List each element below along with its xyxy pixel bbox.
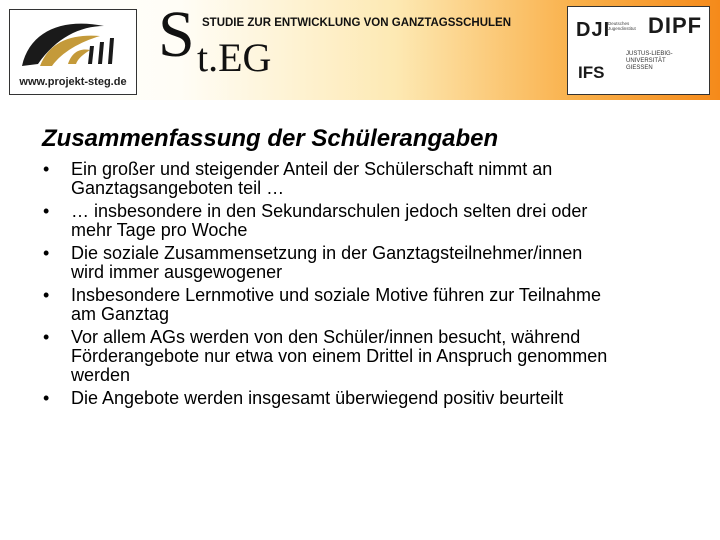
bullet-line: Ganztagsangeboten teil … [71,178,285,198]
steg-wordmark-rest: t.EG [197,35,272,80]
bullet-dot: • [43,327,50,347]
bullet-line: Insbesondere Lernmotive und soziale Motive führen zur Teilnahme [71,285,601,305]
partner-logos [567,6,710,95]
ifs-logo: IFS [578,63,605,82]
bullet-dot: • [43,159,50,179]
bullet-item [0,202,671,240]
study-title: STUDIE ZUR ENTWICKLUNG VON GANZTAGSSCHULEN [202,17,512,29]
bullet-list [0,160,720,412]
bullet-item [0,286,671,324]
bullet-line: mehr Tage pro Woche [71,220,248,240]
bullet-line: Vor allem AGs werden von den Schüler/innen besucht, während [71,327,581,347]
jlu-line: GIESSEN [626,65,653,71]
bullet-line: wird immer ausgewogener [71,262,283,282]
jlu-logo [626,51,706,72]
bullet-line: Förderangebote nur etwa von einem Drittel in Anspruch genommen [71,346,608,366]
dipf-logo: DIPF [648,13,703,38]
bullet-dot: • [43,388,50,408]
jlu-line: UNIVERSITÄT [626,58,666,64]
bullet-line: Ein großer und steigender Anteil der Schülerschaft nimmt an [71,159,553,179]
steg-logo [9,9,137,95]
bullet-line: werden [71,365,131,385]
steg-logo-graphic [16,16,130,74]
jlu-line: JUSTUS-LIEBIG- [626,51,673,57]
bullet-dot: • [43,285,50,305]
dji-logo: DJI [576,19,611,41]
bullet-item [0,328,671,385]
bullet-item [0,244,671,282]
bullet-dot: • [43,201,50,221]
bullet-line: Die Angebote werden insgesamt überwiegend positiv beurteilt [71,388,564,408]
logo-url: www.projekt-steg.de [19,76,127,88]
bullet-line: … insbesondere in den Sekundarschulen jedoch selten drei oder [71,201,588,221]
bullet-dot: • [43,243,50,263]
bullet-item [0,389,671,408]
bullet-item [0,160,671,198]
slide-title: Zusammenfassung der Schülerangaben [42,125,499,152]
bullet-line: Die soziale Zusammensetzung in der Ganztagsteilnehmer/innen [71,243,583,263]
dji-subtitle: Deutsches Jugendinstitut [608,21,636,31]
bullet-line: am Ganztag [71,304,170,324]
steg-wordmark-s: S [158,0,195,71]
